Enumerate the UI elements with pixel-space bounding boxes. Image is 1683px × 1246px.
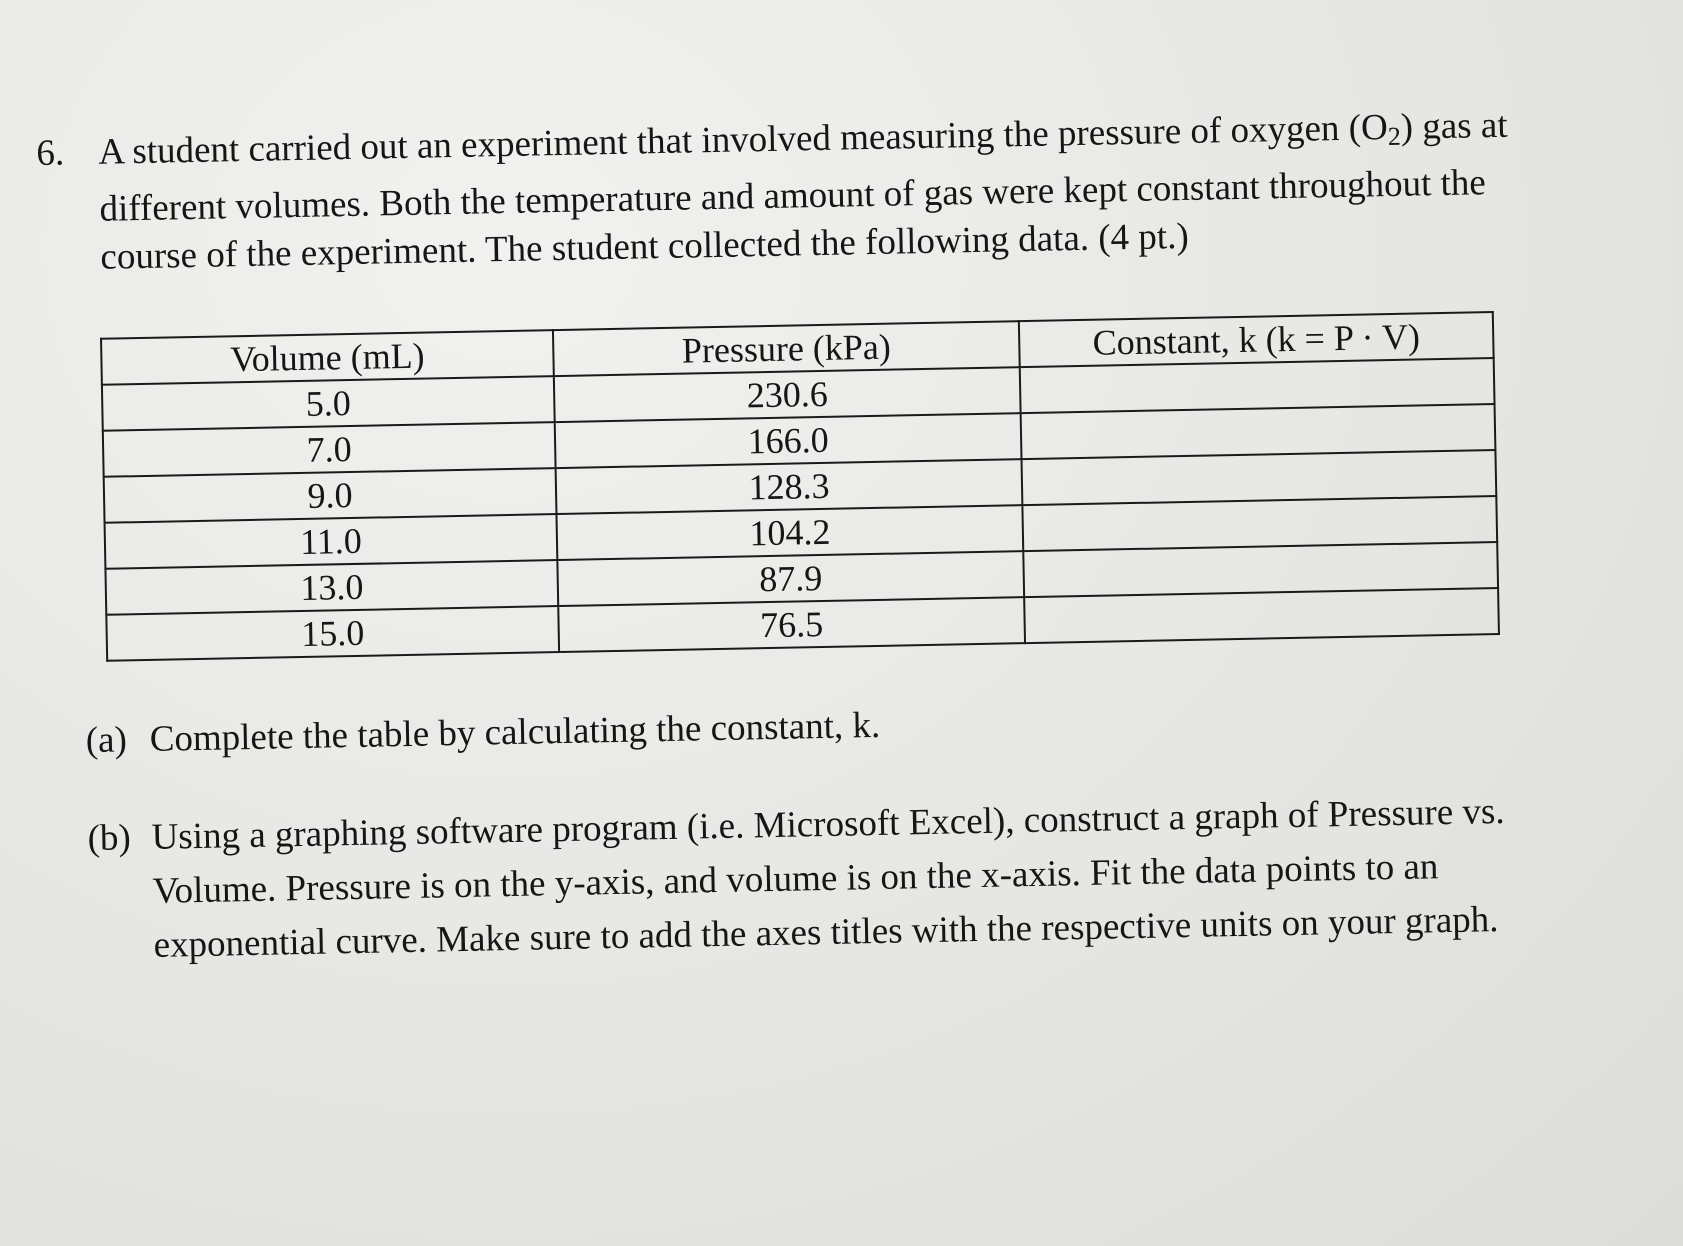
- oxygen-subscript: 2: [1387, 121, 1402, 152]
- question-text-end: ) gas at different volumes. Both the temperature and amount of gas were kept constant throughout the course of the experiment. The student collected the following data. (4 pt.): [99, 104, 1508, 278]
- part-b-text: Using a graphing software program (i.e. Microsoft Excel), construct a graph of Pressure vs. Volume. Pressure is on the y-axis, and volume is on the x-axis. Fit the data points to an exponential curve. Make sure to add the axes titles with the respective units on your graph.: [151, 790, 1505, 966]
- volume-cell: 7.0: [103, 422, 556, 477]
- question-parts: [85, 684, 1652, 974]
- data-table: [100, 311, 1500, 662]
- header-pressure: Pressure (kPa): [553, 321, 1020, 376]
- part-a: [85, 684, 1648, 768]
- header-constant: Constant, k (k = P · V): [1019, 312, 1494, 367]
- volume-cell: 11.0: [105, 514, 558, 569]
- pressure-cell: 230.6: [554, 367, 1021, 422]
- pressure-cell: 128.3: [556, 459, 1023, 514]
- question-6: [36, 99, 1639, 283]
- pressure-cell: 76.5: [558, 597, 1025, 652]
- part-a-label: (a): [85, 719, 128, 762]
- volume-cell: 5.0: [102, 376, 555, 431]
- pressure-cell: 166.0: [555, 413, 1022, 468]
- question-number: 6.: [36, 132, 65, 174]
- header-volume: Volume (mL): [101, 330, 554, 385]
- pressure-cell: 87.9: [557, 551, 1024, 606]
- part-b-label: (b): [87, 817, 132, 860]
- part-a-text: Complete the table by calculating the constant, k.: [149, 704, 881, 760]
- constant-cell[interactable]: [1024, 588, 1499, 643]
- part-b: [87, 782, 1652, 974]
- question-text-start: A student carried out an experiment that involved measuring the pressure of oxygen (O: [98, 107, 1389, 173]
- volume-cell: 15.0: [106, 606, 559, 661]
- volume-cell: 9.0: [104, 468, 557, 523]
- worksheet-page: [36, 99, 1653, 1019]
- pressure-cell: 104.2: [556, 505, 1023, 560]
- volume-cell: 13.0: [105, 560, 558, 615]
- question-text: [98, 100, 1581, 281]
